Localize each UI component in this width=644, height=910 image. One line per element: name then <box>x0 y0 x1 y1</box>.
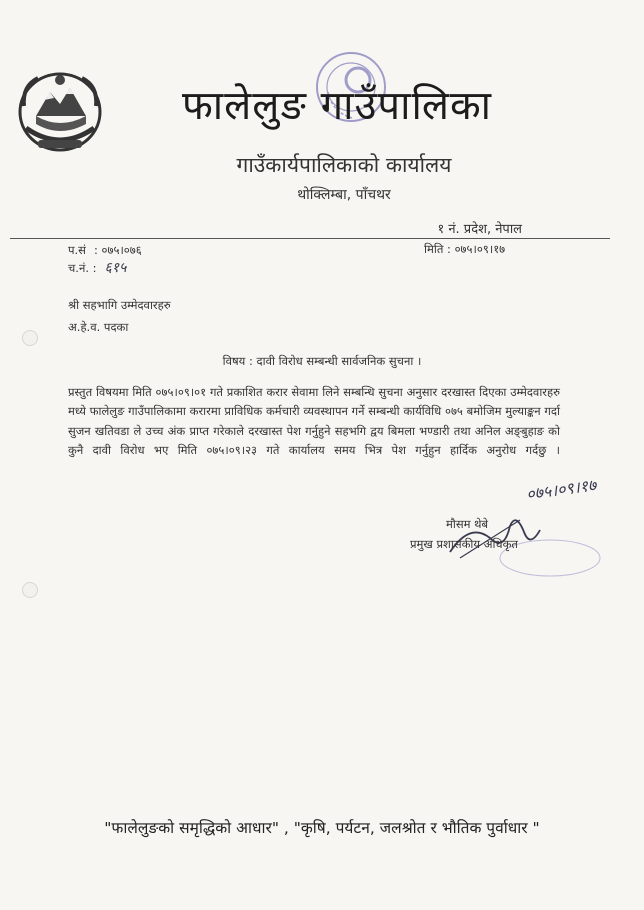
date-label: मिति : ०७५।०९।१७ <box>424 242 506 256</box>
signer-title: प्रमुख प्रशासकीय अधिकृत <box>410 537 518 551</box>
footer-motto: "फालेलुङको समृद्धिको आधार" , "कृषि, पर्यटन, जलश्रोत र भौतिक पुर्वाधार " <box>104 819 540 837</box>
reference-block <box>68 241 142 277</box>
header-divider <box>10 238 610 239</box>
punch-hole <box>22 582 38 598</box>
ps-label: प.सं <box>68 243 86 257</box>
ps-value: : ०७५।०७६ <box>93 243 142 257</box>
handwritten-date: ०७५।०९।१७ <box>525 475 598 504</box>
cn-value: ६१५ <box>104 260 127 276</box>
body-paragraph: प्रस्तुत विषयमा मिति ०७५।०९।०१ गते प्रकाशित करार सेवामा लिने सम्बन्धि सुचना अनुसार दरखास्त दिएका उम्मेदवारहरु मध्ये फालेलुङ गाउँपालिकामा करारमा प्राविधिक कर्मचारी व्यवस्थापन गर्ने सम्बन्धी कार्यविधि ०७५ बमोजिम मुल्याङ्कन गर्दा सुजन खतिवडा ले उच्च अंक प्राप्त गरेकाले दरखास्त पेश गर्नुहुने सहभगि द्वय बिमला भण्डारी तथा अनिल अङ्बुहाङ को कुनै दावी विरोध भए मिति ०७५।०९।२३ गते कार्यालय समय भित्र पेश गर्नुहुन हार्दिक अनुरोध गर्दछु । <box>68 385 560 458</box>
province-label: १ नं. प्रदेश, नेपाल <box>437 222 522 237</box>
signer-name: मौसम थेबे <box>446 517 489 531</box>
office-subtitle: गाउँकार्यपालिकाको कार्यालय <box>236 153 452 177</box>
cn-label: च.नं. : <box>68 261 97 275</box>
subject-line: विषय : दावी विरोध सम्बन्धी सार्वजनिक सुचना । <box>222 354 422 368</box>
addressee-line-2: अ.हे.व. पदका <box>68 320 129 334</box>
addressee-line-1: श्री सहभागि उम्मेदवारहरु <box>68 298 171 312</box>
office-name: फालेलुङ गाउँपालिका <box>181 83 493 129</box>
punch-hole <box>22 330 38 346</box>
office-address: थोक्लिम्बा, पाँचथर <box>297 187 391 203</box>
addressee-block <box>68 294 171 338</box>
